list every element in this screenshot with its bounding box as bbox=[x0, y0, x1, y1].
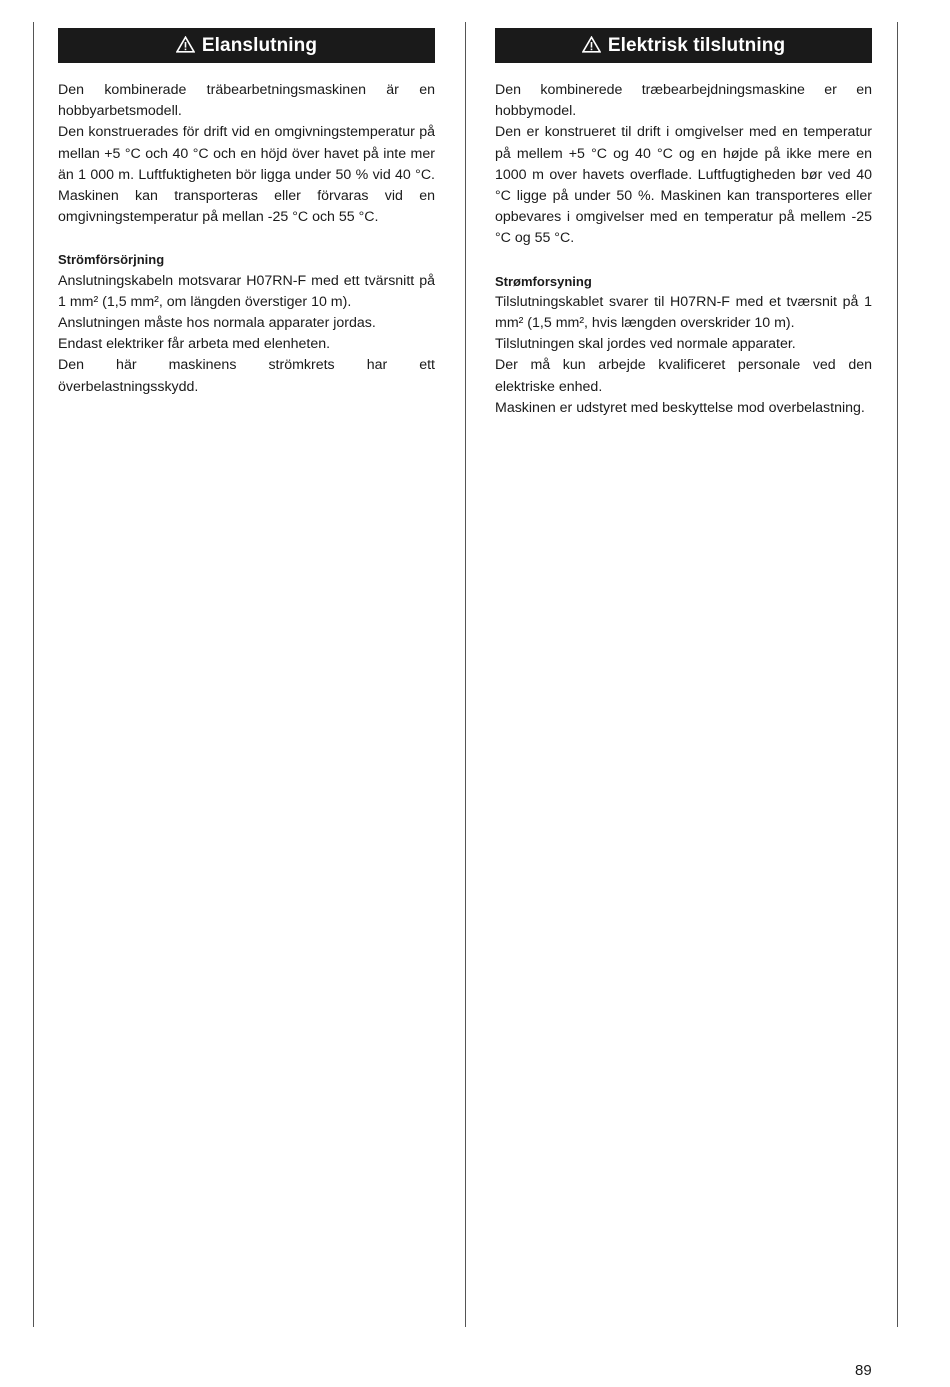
swedish-intro-paragraph: Den konstruerades för drift vid en omgivningstemperatur på mellan +5 °C och 40 °C och en höjd över havet på inte mer än 1 000 m. Luftfuktigheten bör ligga under 50 % vid 40 °C. Maskinen kan transporteras eller förvaras vid en omgivningstemperatur på mellan -25 °C och 55 °C. bbox=[58, 124, 435, 226]
swedish-section-title: Elanslutning bbox=[201, 34, 318, 56]
danish-power-paragraph-4: elektriske enhed. bbox=[495, 378, 603, 395]
danish-power-paragraph-3: Der må kun arbejde kvalificeret personale ved den bbox=[495, 357, 872, 374]
warning-triangle-icon bbox=[176, 36, 195, 53]
danish-intro-paragraph: Den er konstrueret til drift i omgivelser med en temperatur på mellem +5 °C og 40 °C og en højde på ikke mere en 1000 m over havets overflade. Luftfugtigheden bør ved 40 °C ligge på under 50 %. Maskinen kan transporteres eller opbevares i omgivelser med en temperatur på mellem -25 °C og 55 °C. bbox=[495, 124, 872, 247]
swedish-power-paragraph-4: Den här maskinens strömkrets har ett bbox=[58, 357, 435, 374]
danish-power-paragraph-1: Tilslutningskablet svarer til H07RN-F med et tværsnit på 1 mm² (1,5 mm², hvis længden overskrider 10 m). bbox=[495, 293, 872, 332]
swedish-section-header bbox=[58, 28, 435, 63]
swedish-power-paragraph-2: Anslutningen måste hos normala apparater jordas. bbox=[58, 315, 376, 332]
page-number: 89 bbox=[855, 1362, 872, 1379]
swedish-power-paragraph-5: överbelastningsskydd. bbox=[58, 378, 199, 395]
swedish-body bbox=[58, 80, 435, 398]
column-divider-rule bbox=[465, 22, 466, 1327]
warning-triangle-icon bbox=[582, 36, 601, 53]
danish-section-header bbox=[495, 28, 872, 63]
danish-intro-line-1: Den kombinerede træbearbejdningsmaskine er en bbox=[495, 82, 872, 98]
danish-section-title: Elektrisk tilslutning bbox=[607, 34, 786, 56]
swedish-intro-line-1: Den kombinerade träbearbetningsmaskinen är en bbox=[58, 82, 435, 98]
danish-power-paragraph-5: Maskinen er udstyret med beskyttelse mod overbelastning. bbox=[495, 399, 865, 416]
danish-subheading: Strømforsyning bbox=[495, 273, 592, 289]
swedish-power-paragraph-1: Anslutningskabeln motsvarar H07RN-F med ett tvärsnitt på 1 mm² (1,5 mm², om längden överstiger 10 m). bbox=[58, 272, 435, 310]
danish-power-paragraph-2: Tilslutningen skal jordes ved normale apparater. bbox=[495, 336, 796, 353]
danish-body bbox=[495, 80, 872, 419]
right-margin-rule bbox=[897, 22, 898, 1327]
swedish-power-paragraph-3: Endast elektriker får arbeta med elenheten. bbox=[58, 336, 331, 353]
danish-column bbox=[495, 28, 872, 419]
swedish-column bbox=[58, 28, 435, 398]
danish-intro-line-2: hobbymodel. bbox=[495, 103, 577, 120]
swedish-intro-line-2: hobbyarbetsmodell. bbox=[58, 103, 182, 120]
swedish-subheading: Strömförsörjning bbox=[58, 252, 165, 268]
left-margin-rule bbox=[33, 22, 34, 1327]
